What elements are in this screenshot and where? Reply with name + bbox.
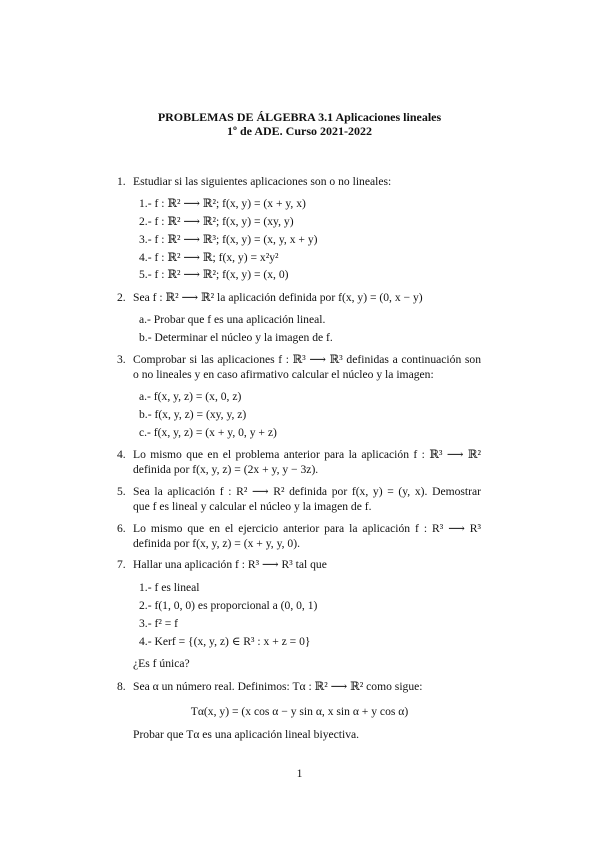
problem-8-text: Sea α un número real. Definimos: Tα : ℝ² ⟶ ℝ² como sigue: [133,680,423,693]
problem-2-number: 2. [117,291,126,304]
problem-3-item: b.- f(x, y, z) = (xy, y, z) [139,408,247,421]
problem-4-text-line1: Lo mismo que en el problema anterior para la aplicación f : ℝ³ ⟶ ℝ² [133,448,481,461]
problem-1-item: 3.- f : ℝ² ⟶ ℝ³; f(x, y) = (x, y, x + y) [139,233,318,246]
problem-1-text: Estudiar si las siguientes aplicaciones son o no lineales: [133,175,392,188]
problem-1-item: 2.- f : ℝ² ⟶ ℝ²; f(x, y) = (xy, y) [139,215,294,228]
problem-8-number: 8. [117,680,126,693]
problem-4-number: 4. [117,448,126,461]
problem-7-item: 3.- f² = f [139,617,178,630]
problem-2-text: Sea f : ℝ² ⟶ ℝ² la aplicación definida por f(x, y) = (0, x − y) [133,291,423,304]
problem-5-number: 5. [117,485,126,498]
problem-1-item: 4.- f : ℝ² ⟶ ℝ; f(x, y) = x²y² [139,251,279,264]
problem-8-formula: Tα(x, y) = (x cos α − y sin α, x sin α + y cos α) [190,705,409,718]
problem-6-text-line2: definida por f(x, y, z) = (x + y, y, 0). [133,537,300,550]
problem-5-text-line1: Sea la aplicación f : R² ⟶ R² definida por f(x, y) = (y, x). Demostrar [133,485,481,498]
problem-7-item: 2.- f(1, 0, 0) es proporcional a (0, 0, 1) [139,599,318,612]
problem-1-item: 5.- f : ℝ² ⟶ ℝ²; f(x, y) = (x, 0) [139,268,289,281]
problem-3-item: c.- f(x, y, z) = (x + y, 0, y + z) [139,426,277,439]
problem-6-number: 6. [117,522,126,535]
problem-7-item: 1.- f es lineal [139,581,200,594]
problem-5-text-line2: que f es lineal y calcular el núcleo y la imagen de f. [133,500,372,513]
problem-6-text-line1: Lo mismo que en el ejercicio anterior para la aplicación f : R³ ⟶ R³ [133,522,481,535]
problem-4-text-line2: definida por f(x, y, z) = (2x + y, y − 3z). [133,463,319,476]
problem-2-item: b.- Determinar el núcleo y la imagen de f. [139,331,333,344]
page-number: 1 [296,767,303,780]
document-subtitle: 1º de ADE. Curso 2021-2022 [227,124,372,138]
problem-7-number: 7. [117,558,126,571]
problem-1-item: 1.- f : ℝ² ⟶ ℝ²; f(x, y) = (x + y, x) [139,197,306,210]
document-title: PROBLEMAS DE ÁLGEBRA 3.1 Aplicaciones lineales [157,110,442,124]
problem-1-number: 1. [117,175,126,188]
problem-3-text-line1: Comprobar si las aplicaciones f : ℝ³ ⟶ ℝ³ definidas a continuación son [133,353,481,366]
problem-3-number: 3. [117,353,126,366]
problem-7-text: Hallar una aplicación f : R³ ⟶ R³ tal que [133,558,327,571]
problem-7-item: 4.- Kerf = {(x, y, z) ∈ R³ : x + z = 0} [139,635,311,648]
problem-3-item: a.- f(x, y, z) = (x, 0, z) [139,390,242,403]
problem-7-question: ¿Es f única? [133,657,190,670]
problem-3-text-line2: o no lineales y en caso afirmativo calcular el núcleo y la imagen: [133,368,434,381]
problem-8-conclusion: Probar que Tα es una aplicación lineal biyectiva. [133,728,360,741]
problem-2-item: a.- Probar que f es una aplicación lineal. [139,313,326,326]
